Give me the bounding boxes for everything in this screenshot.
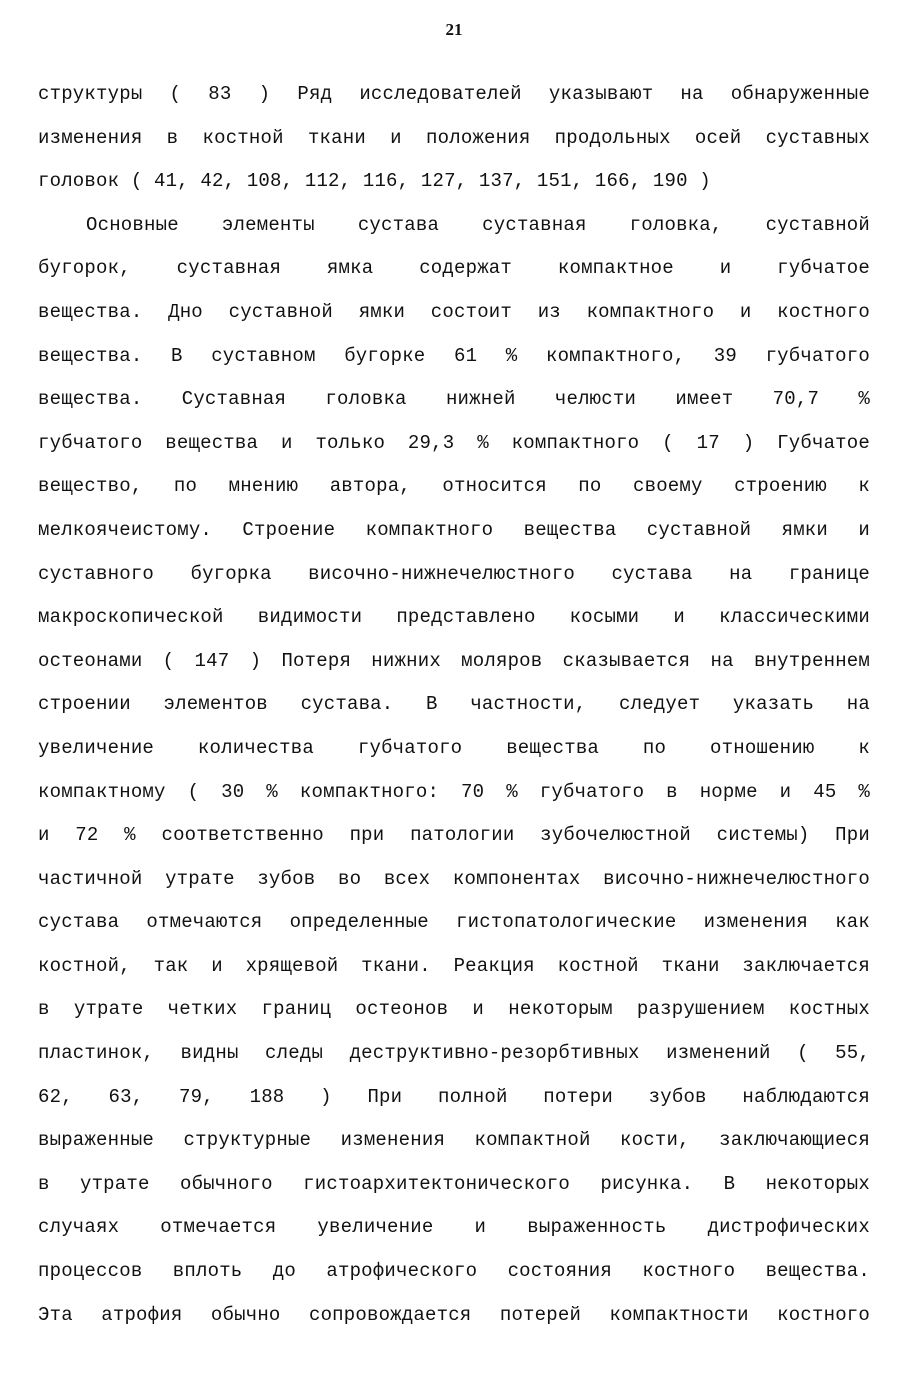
text-line: вещество, по мнению автора, относится по своему строению к	[38, 475, 870, 498]
text-line: макроскопической видимости представлено косыми и классическими	[38, 606, 870, 629]
text-line: выраженные структурные изменения компактной кости, заключающиеся	[38, 1129, 870, 1152]
text-line: пластинок, видны следы деструктивно-резорбтивных изменений ( 55,	[38, 1042, 870, 1065]
text-line: суставного бугорка височно-нижнечелюстного сустава на границе	[38, 562, 870, 585]
text-line: 62, 63, 79, 188 ) При полной потери зубов наблюдаются	[38, 1085, 870, 1108]
text-line: и 72 % соответственно при патологии зубочелюстной системы) При	[38, 824, 870, 847]
text-line: сустава отмечаются определенные гистопатологические изменения как	[38, 911, 870, 934]
text-line: остеонами ( 147 ) Потеря нижних моляров сказывается на внутреннем	[38, 649, 870, 672]
text-line: головок ( 41, 42, 108, 112, 116, 127, 137, 151, 166, 190 )	[38, 170, 711, 193]
document-body	[38, 73, 870, 1337]
text-line: изменения в костной ткани и положения продольных осей суставных	[38, 126, 870, 149]
text-line: вещества. Дно суставной ямки состоит из компактного и костного	[38, 300, 870, 323]
text-line: бугорок, суставная ямка содержат компактное и губчатое	[38, 257, 870, 280]
text-line: Эта атрофия обычно сопровождается потерей компактности костного	[38, 1303, 870, 1326]
text-line: компактному ( 30 % компактного: 70 % губчатого в норме и 45 %	[38, 780, 870, 803]
text-line: костной, так и хрящевой ткани. Реакция костной ткани заключается	[38, 954, 870, 977]
text-line: процессов вплоть до атрофического состояния костного вещества.	[38, 1260, 870, 1283]
text-line: частичной утрате зубов во всех компонентах височно-нижнечелюстного	[38, 867, 870, 890]
text-line: увеличение количества губчатого вещества по отношению к	[38, 736, 870, 759]
text-line: строении элементов сустава. В частности, следует указать на	[38, 693, 870, 716]
text-line: вещества. Суставная головка нижней челюсти имеет 70,7 %	[38, 388, 870, 411]
text-line: в утрате обычного гистоархитектонического рисунка. В некоторых	[38, 1172, 870, 1195]
text-line: губчатого вещества и только 29,3 % компактного ( 17 ) Губчатое	[38, 431, 870, 454]
text-line: случаях отмечается увеличение и выраженность дистрофических	[38, 1216, 870, 1239]
text-line: мелкоячеистому. Строение компактного вещества суставной ямки и	[38, 518, 870, 541]
page-number: 21	[445, 20, 463, 39]
text-line: структуры ( 83 ) Ряд исследователей указывают на обнаруженные	[38, 83, 870, 105]
text-line: Основные элементы сустава суставная головка, суставной	[86, 213, 870, 236]
text-line: в утрате четких границ остеонов и некоторым разрушением костных	[38, 998, 870, 1021]
text-line: вещества. В суставном бугорке 61 % компактного, 39 губчатого	[38, 344, 870, 367]
